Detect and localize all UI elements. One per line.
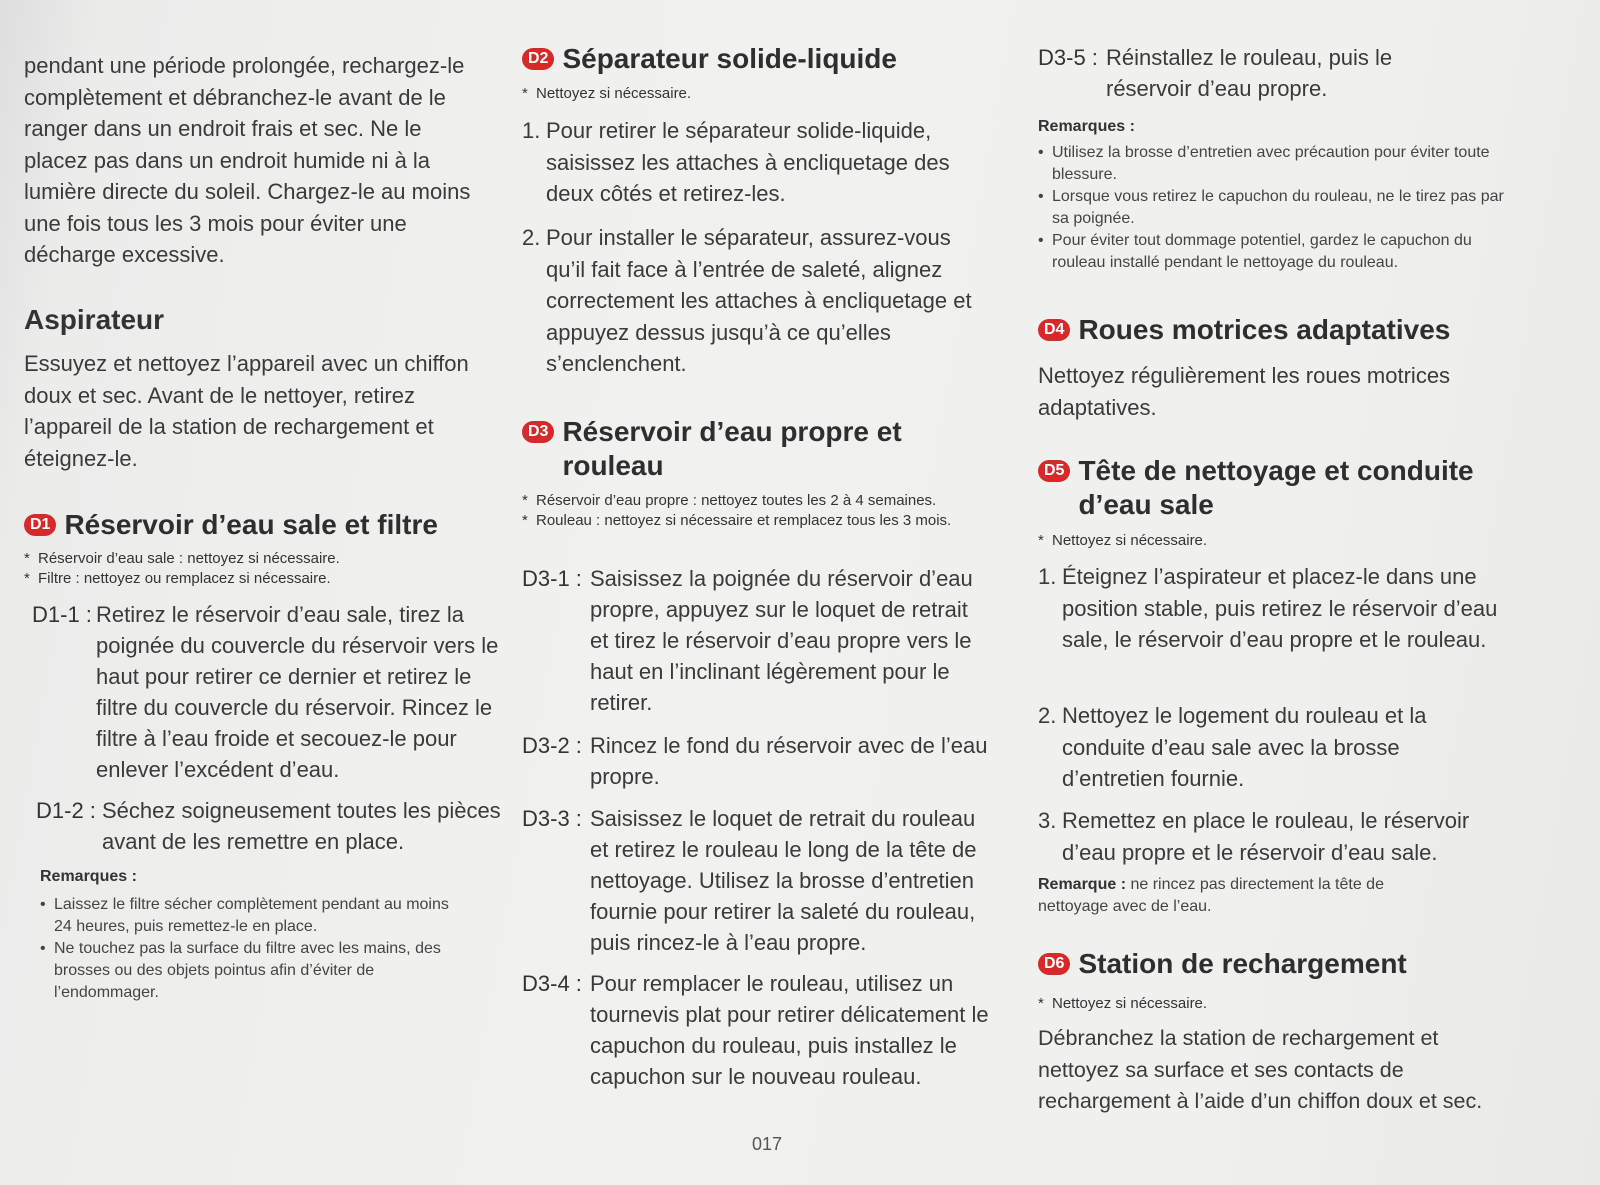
step-label: D1-1 : — [32, 602, 92, 627]
d4-paragraph: Nettoyez régulièrement les roues motrices adaptatives. — [1038, 363, 1451, 420]
step-label: D3-2 : — [522, 733, 582, 758]
step-text: Saisissez le loquet de retrait du rouleau et retirez le rouleau le long de la tête de nettoyage. Utilisez la brosse d’entretien fournie pour retirer la saleté du rouleau, puis rincez-le à l’eau propre. — [590, 806, 977, 955]
d5-star-note: * Nettoyez si nécessaire. — [1038, 532, 1208, 549]
step-text: Retirez le réservoir d’eau sale, tirez la poignée du couvercle du réservoir vers le haut pour retirer ce dernier et retirez le filtre du couvercle du réservoir. Rincez le filtre à l’eau froide et secouez-le pour enlever l’excédent d’eau. — [96, 602, 499, 782]
d1-remarques-title: Remarques : — [40, 868, 137, 885]
d2-badge: D2 — [522, 48, 554, 70]
d3-2-step — [522, 730, 992, 792]
d2-star-note: * Nettoyez si nécessaire. — [522, 85, 692, 102]
remark-item: • Lorsque vous retirez le capuchon du rouleau, ne le tirez pas par sa poignée. — [1038, 188, 1504, 227]
step-label: D3-3 : — [522, 806, 582, 831]
d3-badge: D3 — [522, 421, 554, 443]
d6-heading — [1038, 947, 1508, 981]
d2-heading — [522, 42, 1002, 76]
step-text: Pour remplacer le rouleau, utilisez un tournevis plat pour retirer délicatement le capuchon du rouleau, puis installez le capuchon sur le nouveau rouleau. — [590, 971, 989, 1089]
d3-frequency-notes — [522, 491, 982, 531]
aspirateur-paragraph: Essuyez et nettoyez l’appareil avec un chiffon doux et sec. Avant de le nettoyer, retirez l’appareil de la station de rechargement et éteignez-le. — [24, 351, 469, 471]
d1-frequency-notes — [24, 549, 494, 589]
d5-step-1: 1. Éteignez l’aspirateur et placez-le dans une position stable, puis retirez le réservoir d’eau sale, le réservoir d’eau propre et le rouleau. — [1038, 564, 1498, 652]
d3-star-note: * Réservoir d’eau propre : nettoyez toutes les 2 à 4 semaines. — [522, 492, 937, 509]
intro-paragraph: pendant une période prolongée, rechargez-le complètement et débranchez-le avant de le ranger dans un endroit frais et sec. Ne le placez pas dans un endroit humide ni à la lumière directe du soleil. Chargez-le au moins une fois tous les 3 mois pour éviter une décharge excessive. — [24, 53, 471, 267]
d4-title: Roues motrices adaptatives — [1078, 314, 1451, 345]
d5-heading — [1038, 454, 1508, 522]
d4-heading — [1038, 313, 1508, 347]
d1-star-note: * Filtre : nettoyez ou remplacez si nécessaire. — [24, 570, 331, 587]
d1-1-step — [32, 599, 502, 785]
d5-step-2: 2. Nettoyez le logement du rouleau et la conduite d’eau sale avec la brosse d’entretien fournie. — [1038, 703, 1427, 791]
d5-title: Tête de nettoyage et conduite d’eau sale — [1078, 455, 1474, 520]
d1-remarques-list — [40, 894, 470, 1004]
step-label: D1-2 : — [36, 798, 96, 823]
step-label: D3-1 : — [522, 566, 582, 591]
d2-step-2: 2. Pour installer le séparateur, assurez-vous qu’il fait face à l’entrée de saleté, alignez correctement les attaches à encliquetage et appuyez dessus jusqu’à ce qu’elles s’enclenchent. — [522, 225, 972, 376]
d1-badge: D1 — [24, 514, 56, 536]
d1-star-note: * Réservoir d’eau sale : nettoyez si nécessaire. — [24, 550, 340, 567]
d3-star-note: * Rouleau : nettoyez si nécessaire et remplacez tous les 3 mois. — [522, 512, 952, 529]
d1-heading — [24, 508, 504, 542]
d3-3-step — [522, 803, 997, 958]
d6-paragraph: Débranchez la station de rechargement et nettoyez sa surface et ses contacts de rechargement à l’aide d’un chiffon doux et sec. — [1038, 1026, 1483, 1113]
step-label: D3-5 : — [1038, 45, 1098, 70]
d2-title: Séparateur solide-liquide — [562, 43, 897, 74]
step-label: D3-4 : — [522, 971, 582, 996]
step-text: Séchez soigneusement toutes les pièces avant de les remettre en place. — [102, 798, 501, 854]
remark-item: • Pour éviter tout dommage potentiel, gardez le capuchon du rouleau installé pendant le nettoyage du rouleau. — [1038, 232, 1472, 271]
page-number: 017 — [752, 1134, 783, 1154]
d5-remarque: Remarque : ne rincez pas directement la tête de nettoyage avec de l’eau. — [1038, 876, 1384, 915]
remark-item: • Laissez le filtre sécher complètement pendant au moins 24 heures, puis remettez-le en place. — [40, 896, 449, 935]
d3-title: Réservoir d’eau propre et rouleau — [562, 416, 902, 481]
d5-step-3: 3. Remettez en place le rouleau, le réservoir d’eau propre et le réservoir d’eau sale. — [1038, 808, 1470, 865]
d3-remarques-list — [1038, 142, 1508, 274]
aspirateur-heading: Aspirateur — [24, 304, 165, 335]
remark-item: • Ne touchez pas la surface du filtre avec les mains, des brosses ou des objets pointus afin d’éviter de l’endommager. — [40, 940, 441, 1001]
d6-title: Station de rechargement — [1078, 948, 1407, 979]
remark-item: • Utilisez la brosse d’entretien avec précaution pour éviter toute blessure. — [1038, 144, 1490, 183]
d6-badge: D6 — [1038, 953, 1070, 975]
step-text: Réinstallez le rouleau, puis le réservoir d’eau propre. — [1106, 45, 1393, 101]
step-text: Rincez le fond du réservoir avec de l’eau propre. — [590, 733, 988, 789]
d3-5-step — [1038, 42, 1468, 104]
d2-step-1: 1. Pour retirer le séparateur solide-liquide, saisissez les attaches à encliquetage des deux côtés et retirez-les. — [522, 118, 950, 206]
step-text: Saisissez la poignée du réservoir d’eau propre, appuyez sur le loquet de retrait et tirez le réservoir d’eau propre vers le haut en l’inclinant légèrement pour le retirer. — [590, 566, 973, 715]
d1-2-step — [36, 795, 506, 857]
d3-heading — [522, 415, 992, 483]
d5-badge: D5 — [1038, 460, 1070, 482]
d3-4-step — [522, 968, 997, 1092]
d3-remarques-title: Remarques : — [1038, 118, 1135, 135]
d6-star-note: * Nettoyez si nécessaire. — [1038, 995, 1208, 1012]
d3-1-step — [522, 563, 992, 718]
d1-title: Réservoir d’eau sale et filtre — [64, 509, 438, 540]
d4-badge: D4 — [1038, 319, 1070, 341]
